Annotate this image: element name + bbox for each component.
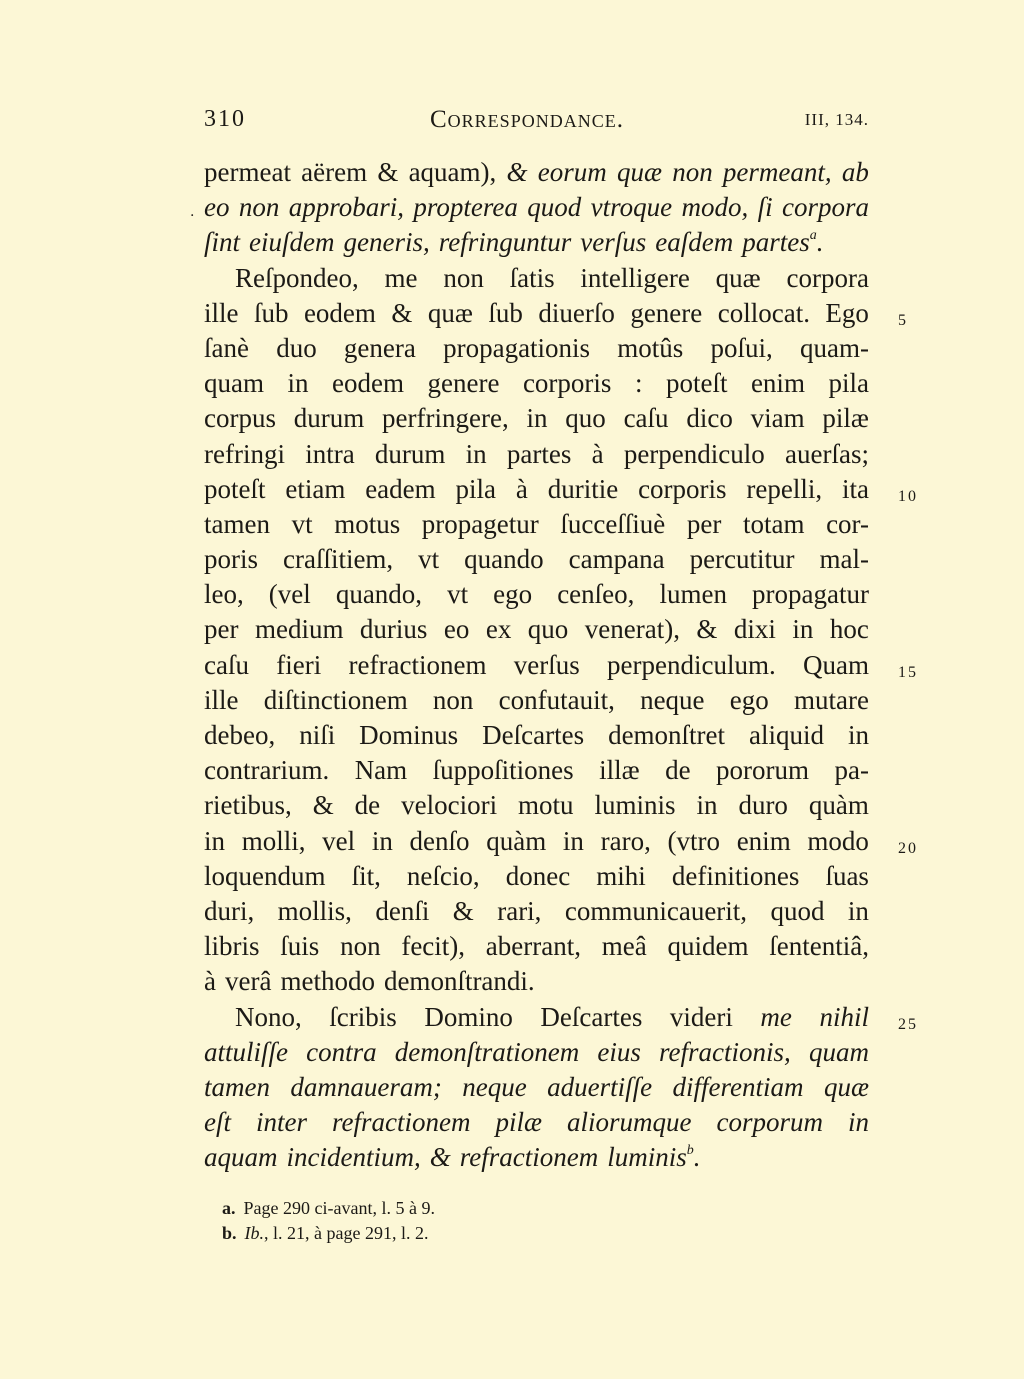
word: fieri: [276, 649, 322, 680]
word: me: [760, 1001, 792, 1032]
word: dixi: [733, 614, 776, 645]
word: Ego: [825, 297, 869, 328]
word: incidentium,: [286, 1142, 421, 1173]
word: percutitur: [689, 544, 795, 575]
word: pilæ: [495, 1107, 542, 1138]
word: denſi: [375, 895, 430, 926]
word: duri,: [204, 895, 255, 926]
word: aberrant,: [485, 931, 581, 962]
text-line: [204, 261, 869, 296]
word: Nono,: [235, 1001, 302, 1032]
word: propterea: [413, 192, 518, 223]
word: aliquid: [749, 720, 824, 750]
word: tamen: [204, 508, 270, 539]
word: definitiones: [671, 860, 800, 891]
word: ſub: [253, 297, 289, 328]
footnote: [222, 1221, 862, 1246]
word: ille: [204, 684, 239, 715]
footnote-label: a.: [222, 1198, 236, 1218]
word: refringuntur: [438, 227, 572, 258]
word: quæ: [427, 297, 473, 328]
word: pila: [828, 368, 869, 399]
word: methodo: [280, 966, 375, 997]
word: non: [443, 262, 484, 293]
word: pa-: [834, 755, 869, 786]
text-line: [204, 788, 869, 823]
word: ſuis: [280, 931, 320, 962]
word: quam: [808, 1036, 869, 1067]
footnote: [222, 1196, 862, 1221]
word: ego: [493, 579, 533, 610]
word: Nam: [354, 755, 408, 786]
page-header: [204, 106, 869, 138]
text-line: [204, 190, 869, 225]
word: corpus: [204, 403, 276, 434]
word: ſit,: [351, 860, 381, 891]
word: videri: [669, 1001, 733, 1032]
word: craſſitiem,: [282, 544, 394, 575]
word: ſententiâ,: [769, 931, 869, 962]
text-line: [204, 331, 869, 366]
word: quæ: [823, 1071, 869, 1102]
text-line: [204, 542, 869, 577]
text-line: [204, 929, 869, 964]
word: diuerſo: [538, 297, 615, 328]
word: attuliſſe: [204, 1036, 288, 1067]
word: eo: [443, 614, 470, 645]
text-line: [204, 612, 869, 647]
word: aduertiſſe: [547, 1071, 653, 1102]
word: ſucceſſiuè: [560, 508, 666, 539]
word: verâ: [224, 966, 272, 997]
word: quando: [464, 544, 544, 575]
word: repelli,: [746, 473, 823, 504]
word: per: [686, 508, 722, 539]
text-line: [204, 225, 869, 260]
word: eadem: [365, 473, 436, 504]
word: quo: [565, 403, 606, 434]
word: venerat),: [584, 614, 680, 645]
word: poteſt: [204, 473, 266, 504]
line-number: 5: [898, 311, 908, 329]
body-text: [204, 155, 918, 1175]
word: corporis: [522, 368, 612, 399]
text-line: [204, 683, 869, 718]
word: poteſt: [665, 368, 728, 399]
word: damnaueram;: [290, 1071, 442, 1102]
word: mal-: [819, 544, 869, 575]
word: neque: [462, 1071, 527, 1102]
word: fecit),: [401, 931, 466, 962]
word: pororum: [716, 755, 810, 786]
word: verſus: [580, 227, 647, 258]
word: dico: [686, 403, 733, 434]
word: poſui,: [710, 332, 773, 363]
word: collocat.: [717, 297, 810, 328]
word: cenſeo,: [557, 579, 635, 610]
word: approbari,: [288, 192, 404, 223]
word: in: [847, 720, 869, 750]
word: leo,: [204, 579, 244, 610]
text-line: [204, 1140, 869, 1175]
word: intra: [305, 438, 355, 469]
word: libris: [204, 931, 260, 962]
word: caſu: [204, 649, 249, 680]
page-number: 310: [204, 106, 246, 132]
word: campana: [568, 544, 665, 575]
word: in: [847, 1107, 869, 1138]
word: partes$^a$.: [742, 227, 824, 258]
word: duro: [738, 790, 788, 821]
text-line: [204, 1105, 869, 1140]
text-line: [204, 859, 869, 894]
line-number: 25: [898, 1015, 918, 1033]
word: rari,: [497, 895, 542, 926]
line-number: 20: [898, 839, 918, 857]
margin-mark: ·: [190, 208, 195, 224]
word: modo: [807, 825, 869, 856]
word: confutauit,: [498, 684, 615, 715]
word: hoc: [829, 614, 869, 645]
word: mollis,: [277, 895, 352, 926]
word: donec: [505, 860, 571, 891]
footnote-text: Page 290 ci-avant, l. 5 à 9.: [243, 1198, 435, 1218]
word: differentiam: [672, 1071, 804, 1102]
word: refractionis,: [659, 1036, 791, 1067]
word: viam: [750, 403, 805, 434]
text-line: [204, 577, 869, 612]
word: quæ: [616, 157, 662, 187]
word: me: [384, 262, 418, 293]
text-line: [204, 507, 869, 542]
word: neque: [640, 684, 705, 715]
word: per: [204, 614, 239, 645]
word: eodem: [332, 368, 404, 399]
word: ita: [841, 473, 869, 504]
word: corpora: [781, 192, 869, 223]
word: quod: [770, 895, 825, 926]
word: (vtro: [667, 825, 721, 856]
word: raro,: [600, 825, 651, 856]
word: pilæ: [822, 403, 869, 434]
word: enim: [750, 368, 805, 399]
word: refractionem: [459, 1142, 599, 1173]
word: propagatur: [752, 579, 869, 610]
word: meâ: [601, 931, 647, 962]
word: refractionem: [332, 1107, 471, 1138]
word: in: [371, 825, 393, 856]
word: &: [312, 790, 334, 821]
word: quæ: [715, 262, 761, 293]
word: debeo,: [204, 720, 276, 750]
word: in: [696, 790, 718, 821]
word: verſus: [513, 649, 580, 680]
word: vt: [418, 544, 440, 575]
word: corpora: [786, 262, 869, 293]
word: à: [204, 966, 216, 997]
word: propagationis: [443, 332, 591, 363]
word: &: [506, 157, 528, 187]
word: aquam: [204, 1142, 278, 1173]
word: duritie: [547, 473, 619, 504]
word: durum: [293, 403, 365, 434]
word: quod: [527, 192, 582, 223]
word: perpendiculum.: [607, 649, 776, 680]
word: poris: [204, 544, 258, 575]
line-number: 15: [898, 663, 918, 681]
word: ſanè: [204, 332, 249, 363]
word: eſt: [204, 1107, 231, 1138]
text-line: [204, 401, 869, 436]
word: refringi: [204, 438, 285, 469]
word: ille: [204, 297, 239, 328]
word: motus: [334, 508, 401, 539]
word: eodem: [303, 297, 376, 328]
text-line: [204, 437, 869, 472]
word: eorum: [537, 157, 607, 187]
text-line: [204, 366, 869, 401]
word: neſcio,: [406, 860, 480, 891]
line-number: 10: [898, 487, 918, 505]
footnote-text: , l. 21, à page 291, l. 2.: [264, 1223, 429, 1243]
word: Deſcartes: [540, 1001, 643, 1032]
word: de: [665, 755, 691, 786]
word: Domino: [424, 1001, 513, 1032]
word: Deſcartes: [482, 720, 585, 750]
word: propagetur: [421, 508, 539, 539]
word: &: [696, 614, 718, 645]
word: quam: [204, 368, 264, 399]
word: vt: [447, 579, 469, 610]
word: Quam: [802, 649, 869, 680]
word: ſint: [204, 227, 241, 258]
word: durius: [359, 614, 428, 645]
word: permeat: [204, 157, 291, 187]
word: quidem: [667, 931, 749, 962]
word: Reſpondeo,: [235, 262, 359, 293]
word: durum: [374, 438, 446, 469]
word: non: [432, 684, 474, 715]
word: (vel: [268, 579, 311, 610]
word: ſatis: [509, 262, 555, 293]
word: non: [340, 931, 381, 962]
word: enim: [736, 825, 791, 856]
word: duo: [276, 332, 317, 363]
text-line: [204, 472, 918, 507]
word: luminis$^b$.: [607, 1142, 701, 1173]
text-line: [204, 753, 869, 788]
word: ſub: [488, 297, 523, 328]
word: genere: [427, 368, 500, 399]
word: motu: [518, 790, 574, 821]
word: contrarium.: [204, 755, 330, 786]
text-line: [204, 824, 918, 859]
footnote-italic: Ib.: [244, 1223, 265, 1243]
word: non: [672, 157, 713, 187]
word: à: [515, 473, 528, 504]
word: diſtinctionem: [263, 684, 408, 715]
word: nihil: [819, 1001, 869, 1032]
word: corporis: [638, 473, 727, 504]
word: ego: [729, 684, 769, 715]
word: permeant,: [722, 157, 832, 187]
word: ſi: [757, 192, 773, 223]
word: eius: [597, 1036, 641, 1067]
word: quo: [527, 614, 569, 645]
word: tamen: [204, 1071, 270, 1102]
word: ab: [841, 157, 869, 187]
word: &: [429, 1142, 451, 1173]
word: refractionem: [348, 649, 487, 680]
running-title: Correspondance.: [430, 106, 624, 133]
word: &: [391, 297, 413, 328]
footnote-ref: b: [686, 1143, 694, 1159]
word: pila: [455, 473, 497, 504]
word: &: [452, 895, 474, 926]
word: auerſas;: [785, 438, 869, 469]
word: velociori: [401, 790, 498, 821]
word: aliorumque: [566, 1107, 692, 1138]
word: aërem: [301, 157, 368, 187]
word: de: [354, 790, 381, 821]
word: perpendiculo: [623, 438, 765, 469]
text-line: [204, 718, 869, 753]
text-line: [204, 1035, 869, 1070]
word: demonſtrationem: [394, 1036, 580, 1067]
word: in: [465, 438, 487, 469]
text-line: [204, 296, 908, 331]
text-line: [204, 648, 918, 683]
word: contra: [306, 1036, 377, 1067]
word: quando,: [335, 579, 423, 610]
word: quam-: [800, 332, 869, 363]
word: ſuas: [825, 860, 869, 891]
word: modo,: [681, 192, 749, 223]
word: in: [792, 614, 814, 645]
volume-reference: III, 134.: [804, 110, 869, 129]
word: &: [377, 157, 399, 187]
word: quàm: [486, 825, 547, 856]
word: mutare: [793, 684, 869, 715]
word: intelligere: [580, 262, 690, 293]
word: corporum: [716, 1107, 823, 1138]
word: quàm: [808, 790, 869, 821]
word: demonſtret: [608, 720, 726, 750]
word: inter: [256, 1107, 307, 1138]
text-line: [204, 964, 869, 999]
word: demonſtrandi.: [383, 966, 535, 997]
word: mihi: [596, 860, 646, 891]
word: genere: [630, 297, 703, 328]
word: ex: [485, 614, 512, 645]
word: communicauerit,: [564, 895, 748, 926]
word: :: [634, 368, 643, 399]
word: loquendum: [204, 860, 326, 891]
word: rietibus,: [204, 790, 292, 821]
word: in: [847, 895, 869, 926]
word: cor-: [826, 508, 869, 539]
word: ſuppoſitiones: [432, 755, 574, 786]
word: aquam),: [408, 157, 497, 187]
text-line: [204, 1000, 918, 1035]
footnotes: [222, 1196, 862, 1246]
word: generis,: [343, 227, 430, 258]
word: in: [204, 825, 226, 856]
word: vtroque: [590, 192, 673, 223]
word: etiam: [285, 473, 346, 504]
word: vel: [322, 825, 356, 856]
word: luminis: [594, 790, 676, 821]
word: partes: [506, 438, 572, 469]
word: in: [526, 403, 548, 434]
text-line: [204, 1070, 869, 1105]
word: à: [591, 438, 604, 469]
word: perfringere,: [382, 403, 509, 434]
word: medium: [254, 614, 344, 645]
word: vt: [291, 508, 313, 539]
word: genera: [343, 332, 416, 363]
word: caſu: [623, 403, 669, 434]
text-line: [204, 894, 869, 929]
word: Dominus: [359, 720, 459, 750]
word: eiuſdem: [249, 227, 335, 258]
text-line: [204, 155, 869, 190]
word: niſi: [299, 720, 336, 750]
word: denſo: [409, 825, 470, 856]
footnote-label: b.: [222, 1223, 237, 1243]
word: totam: [742, 508, 805, 539]
word: in: [562, 825, 584, 856]
word: lumen: [659, 579, 727, 610]
word: molli,: [241, 825, 306, 856]
word: illæ: [599, 755, 640, 786]
word: ſcribis: [329, 1001, 397, 1032]
word: eaſdem: [655, 227, 734, 258]
word: in: [287, 368, 309, 399]
word: eo: [204, 192, 230, 223]
word: motûs: [617, 332, 684, 363]
footnote-ref: a: [809, 228, 817, 244]
word: non: [238, 192, 280, 223]
